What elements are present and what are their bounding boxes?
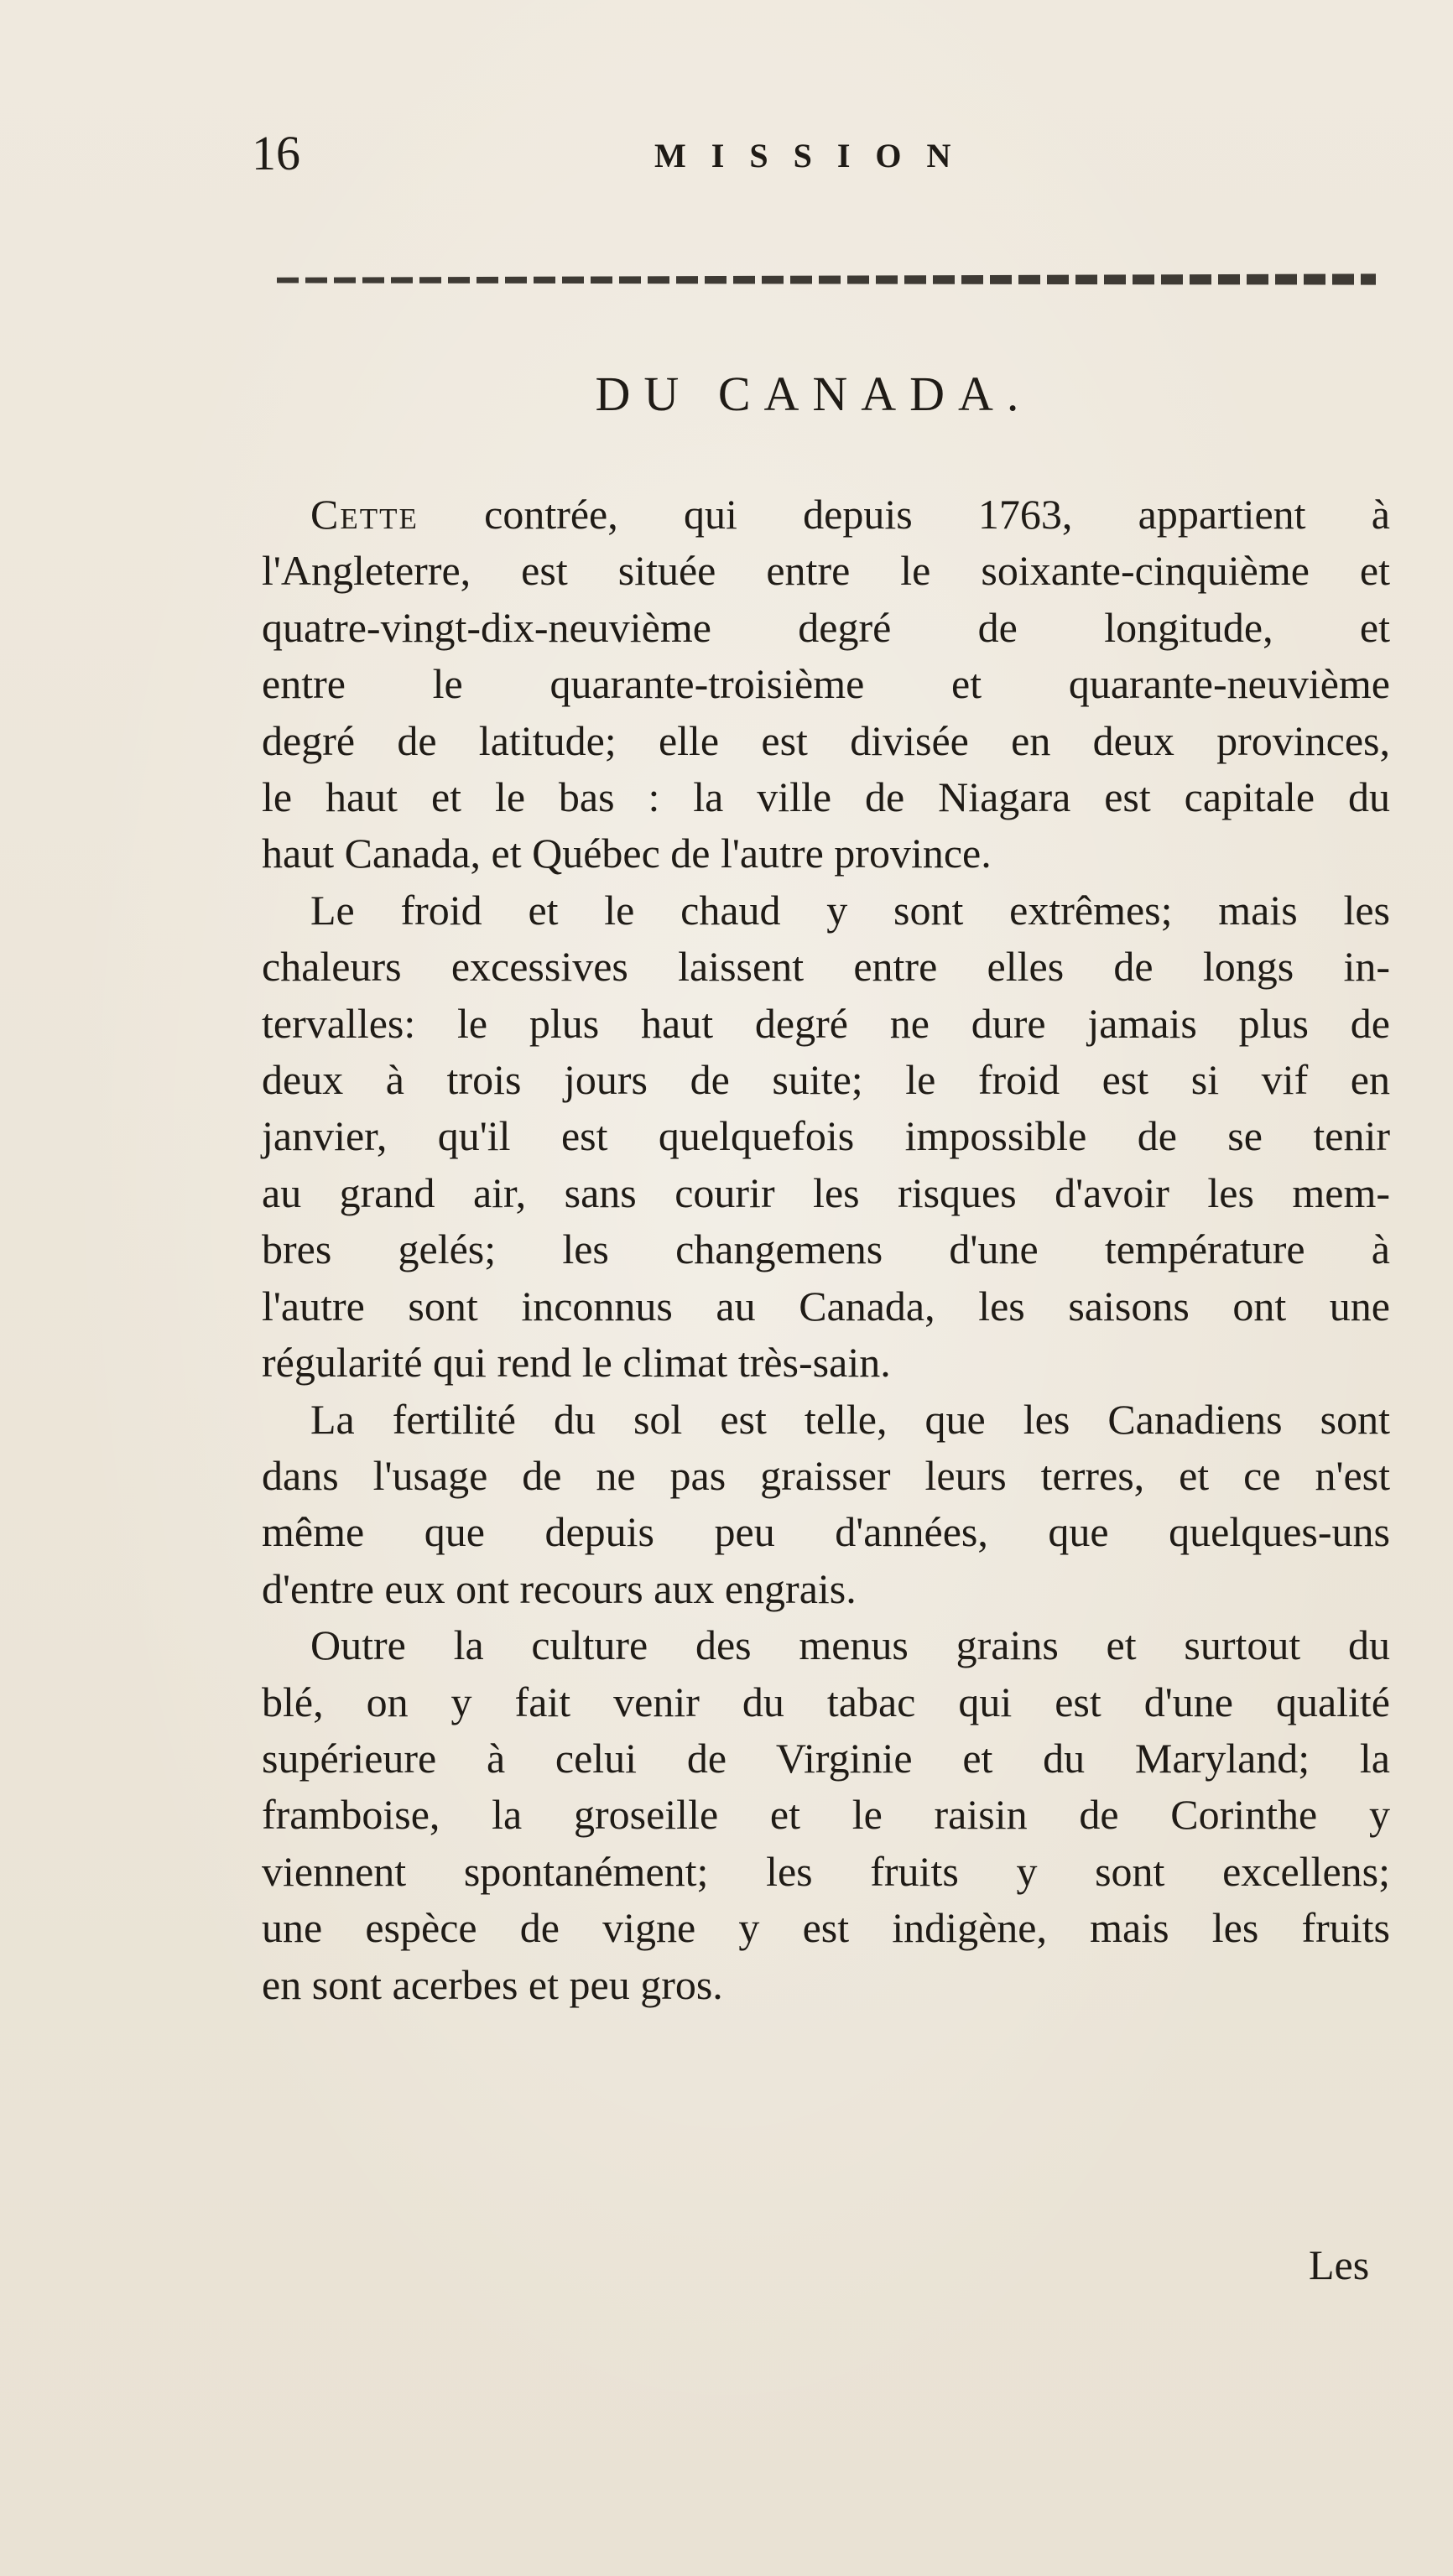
text-line: régularité qui rend le climat très-sain. — [262, 1339, 891, 1387]
text-line: Cette contrée, qui depuis 1763, appartient à — [310, 491, 1390, 538]
text-line: le haut et le bas : la ville de Niagara est capitale du — [262, 773, 1390, 821]
ornamental-rule — [277, 270, 1376, 289]
text-line: l'Angleterre, est située entre le soixante-cinquième et — [262, 547, 1390, 595]
text-line: même que depuis peu d'années, que quelques-uns — [262, 1508, 1390, 1556]
text-line: janvier, qu'il est quelquefois impossible de se tenir — [262, 1112, 1390, 1160]
body-text — [262, 487, 1390, 2013]
text-line: degré de latitude; elle est divisée en deux provinces, — [262, 716, 1390, 764]
page-header — [252, 124, 1376, 183]
drop-word: Cette — [310, 491, 419, 538]
text-line: supérieure à celui de Virginie et du Maryland; la — [262, 1734, 1390, 1782]
paragraph-4 — [262, 1617, 1390, 2013]
text-line: Outre la culture des menus grains et surtout du — [310, 1621, 1390, 1669]
text-line: dans l'usage de ne pas graisser leurs terres, et ce n'est — [262, 1451, 1390, 1499]
section-title: DU CANADA. — [595, 367, 1033, 421]
text-line: haut Canada, et Québec de l'autre province. — [262, 830, 992, 877]
text-line: une espèce de vigne y est indigène, mais les fruits — [262, 1904, 1390, 1952]
text-line: viennent spontanément; les fruits y sont excellens; — [262, 1847, 1390, 1895]
paragraph-3 — [262, 1392, 1390, 1618]
text-line: en sont acerbes et peu gros. — [262, 1960, 723, 2008]
running-head: MISSION — [654, 137, 976, 174]
text-line: deux à trois jours de suite; le froid est si vif en — [262, 1056, 1390, 1104]
text-line: au grand air, sans courir les risques d'avoir les mem- — [262, 1168, 1390, 1216]
text-line: Le froid et le chaud y sont extrêmes; mais les — [310, 886, 1390, 934]
catchword: Les — [1309, 2241, 1370, 2288]
paragraph-1 — [262, 487, 1390, 882]
paragraph-2 — [262, 882, 1390, 1392]
text-line: quatre-vingt-dix-neuvième degré de longitude, et — [262, 603, 1390, 651]
text-line: d'entre eux ont recours aux engrais. — [262, 1564, 857, 1612]
text-line: La fertilité du sol est telle, que les Canadiens sont — [310, 1395, 1390, 1443]
text-line: l'autre sont inconnus au Canada, les saisons ont une — [262, 1282, 1390, 1330]
text-line: entre le quarante-troisième et quarante-neuvième — [262, 660, 1390, 708]
text-line: bres gelés; les changemens d'une température à — [262, 1226, 1390, 1273]
text-line: blé, on y fait venir du tabac qui est d'une qualité — [262, 1678, 1390, 1725]
text-line: tervalles: le plus haut degré ne dure jamais plus de — [262, 999, 1390, 1047]
text-line: chaleurs excessives laissent entre elles de longs in- — [262, 943, 1390, 991]
page-number: 16 — [252, 126, 300, 180]
text-line: framboise, la groseille et le raisin de Corinthe y — [262, 1791, 1390, 1839]
